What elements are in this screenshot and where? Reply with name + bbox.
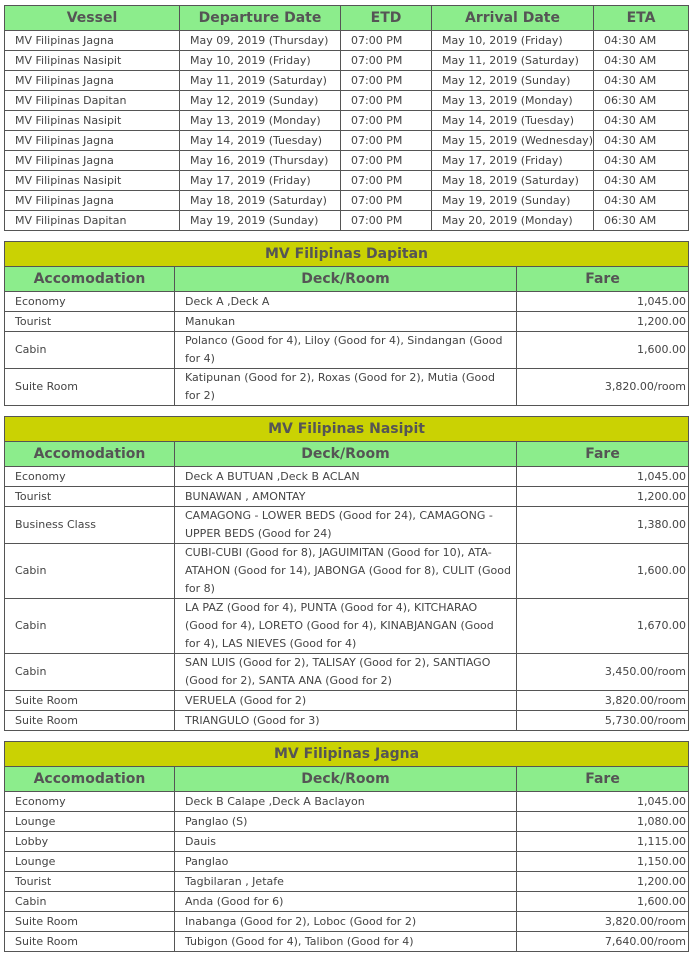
arrival-cell: May 17, 2019 (Friday) <box>432 151 594 171</box>
table-row <box>5 131 689 151</box>
deck-room-cell: BUNAWAN , AMONTAY <box>175 487 517 507</box>
etd-cell: 07:00 PM <box>341 211 432 231</box>
deck-room-cell: Anda (Good for 6) <box>175 892 517 912</box>
table-row <box>5 111 689 131</box>
table-row <box>5 872 689 892</box>
header-fare: Fare <box>517 442 689 467</box>
departure-cell: May 14, 2019 (Tuesday) <box>180 131 341 151</box>
departure-cell: May 16, 2019 (Thursday) <box>180 151 341 171</box>
deck-room-cell: Panglao (S) <box>175 812 517 832</box>
table-row <box>5 812 689 832</box>
table-row <box>5 369 689 406</box>
vessel-cell: MV Filipinas Nasipit <box>5 171 180 191</box>
arrival-cell: May 11, 2019 (Saturday) <box>432 51 594 71</box>
header-arrival-date: Arrival Date <box>432 6 594 31</box>
table-row <box>5 71 689 91</box>
departure-cell: May 19, 2019 (Sunday) <box>180 211 341 231</box>
accomodation-cell: Business Class <box>5 507 175 544</box>
fare-cell: 1,045.00 <box>517 467 689 487</box>
deck-room-cell: TRIANGULO (Good for 3) <box>175 711 517 731</box>
header-accomodation: Accomodation <box>5 442 175 467</box>
fare-cell: 3,450.00/room <box>517 654 689 691</box>
deck-room-cell: VERUELA (Good for 2) <box>175 691 517 711</box>
fare-cell: 1,200.00 <box>517 312 689 332</box>
fare-cell: 1,045.00 <box>517 792 689 812</box>
arrival-cell: May 10, 2019 (Friday) <box>432 31 594 51</box>
table-row <box>5 51 689 71</box>
fare-cell: 1,670.00 <box>517 599 689 654</box>
vessel-cell: MV Filipinas Jagna <box>5 71 180 91</box>
vessel-cell: MV Filipinas Jagna <box>5 191 180 211</box>
accomodation-cell: Cabin <box>5 654 175 691</box>
fare-table-jagna <box>4 741 689 952</box>
fare-table-dapitan <box>4 241 689 406</box>
vessel-cell: MV Filipinas Jagna <box>5 31 180 51</box>
accomodation-cell: Suite Room <box>5 932 175 952</box>
table-row <box>5 171 689 191</box>
fare-cell: 3,820.00/room <box>517 369 689 406</box>
fare-table-title: MV Filipinas Dapitan <box>5 242 689 267</box>
fare-cell: 1,115.00 <box>517 832 689 852</box>
fare-table-title: MV Filipinas Nasipit <box>5 417 689 442</box>
eta-cell: 04:30 AM <box>594 51 689 71</box>
deck-room-cell: Katipunan (Good for 2), Roxas (Good for 2), Mutia (Good for 2) <box>175 369 517 406</box>
accomodation-cell: Economy <box>5 792 175 812</box>
fare-header-row <box>5 442 689 467</box>
fare-cell: 1,200.00 <box>517 487 689 507</box>
vessel-cell: MV Filipinas Dapitan <box>5 91 180 111</box>
arrival-cell: May 18, 2019 (Saturday) <box>432 171 594 191</box>
table-row <box>5 91 689 111</box>
table-row <box>5 711 689 731</box>
arrival-cell: May 15, 2019 (Wednesday) <box>432 131 594 151</box>
arrival-cell: May 14, 2019 (Tuesday) <box>432 111 594 131</box>
table-row <box>5 211 689 231</box>
header-fare: Fare <box>517 267 689 292</box>
departure-cell: May 17, 2019 (Friday) <box>180 171 341 191</box>
etd-cell: 07:00 PM <box>341 71 432 91</box>
etd-cell: 07:00 PM <box>341 91 432 111</box>
departure-cell: May 11, 2019 (Saturday) <box>180 71 341 91</box>
accomodation-cell: Tourist <box>5 312 175 332</box>
fare-table-nasipit <box>4 416 689 731</box>
accomodation-cell: Lounge <box>5 812 175 832</box>
accomodation-cell: Suite Room <box>5 369 175 406</box>
header-vessel: Vessel <box>5 6 180 31</box>
deck-room-cell: Inabanga (Good for 2), Loboc (Good for 2) <box>175 912 517 932</box>
fare-table-title: MV Filipinas Jagna <box>5 742 689 767</box>
accomodation-cell: Cabin <box>5 332 175 369</box>
header-deck-room: Deck/Room <box>175 267 517 292</box>
fare-cell: 1,600.00 <box>517 332 689 369</box>
table-row <box>5 691 689 711</box>
schedule-table <box>4 5 689 231</box>
deck-room-cell: Panglao <box>175 852 517 872</box>
etd-cell: 07:00 PM <box>341 31 432 51</box>
fare-cell: 1,150.00 <box>517 852 689 872</box>
table-row <box>5 892 689 912</box>
accomodation-cell: Lounge <box>5 852 175 872</box>
table-row <box>5 544 689 599</box>
table-row <box>5 151 689 171</box>
etd-cell: 07:00 PM <box>341 131 432 151</box>
etd-cell: 07:00 PM <box>341 171 432 191</box>
departure-cell: May 13, 2019 (Monday) <box>180 111 341 131</box>
deck-room-cell: Tagbilaran , Jetafe <box>175 872 517 892</box>
deck-room-cell: Deck A BUTUAN ,Deck B ACLAN <box>175 467 517 487</box>
accomodation-cell: Tourist <box>5 872 175 892</box>
vessel-cell: MV Filipinas Jagna <box>5 131 180 151</box>
departure-cell: May 18, 2019 (Saturday) <box>180 191 341 211</box>
accomodation-cell: Lobby <box>5 832 175 852</box>
eta-cell: 04:30 AM <box>594 71 689 91</box>
header-fare: Fare <box>517 767 689 792</box>
accomodation-cell: Economy <box>5 467 175 487</box>
etd-cell: 07:00 PM <box>341 191 432 211</box>
table-row <box>5 292 689 312</box>
table-row <box>5 507 689 544</box>
etd-cell: 07:00 PM <box>341 111 432 131</box>
deck-room-cell: LA PAZ (Good for 4), PUNTA (Good for 4), KITCHARAO (Good for 4), LORETO (Good for 4), KINABJANGAN (Good for 4), LAS NIEVES (Good for 4) <box>175 599 517 654</box>
fare-cell: 1,080.00 <box>517 812 689 832</box>
header-accomodation: Accomodation <box>5 767 175 792</box>
departure-cell: May 10, 2019 (Friday) <box>180 51 341 71</box>
table-row <box>5 487 689 507</box>
accomodation-cell: Economy <box>5 292 175 312</box>
accomodation-cell: Tourist <box>5 487 175 507</box>
departure-cell: May 12, 2019 (Sunday) <box>180 91 341 111</box>
deck-room-cell: CUBI-CUBI (Good for 8), JAGUIMITAN (Good for 10), ATA-ATAHON (Good for 14), JABONGA (Good for 8), CULIT (Good for 8) <box>175 544 517 599</box>
deck-room-cell: Manukan <box>175 312 517 332</box>
accomodation-cell: Cabin <box>5 892 175 912</box>
deck-room-cell: Deck A ,Deck A <box>175 292 517 312</box>
eta-cell: 04:30 AM <box>594 131 689 151</box>
table-row <box>5 832 689 852</box>
fare-cell: 5,730.00/room <box>517 711 689 731</box>
vessel-cell: MV Filipinas Dapitan <box>5 211 180 231</box>
fare-cell: 7,640.00/room <box>517 932 689 952</box>
table-row <box>5 191 689 211</box>
fare-cell: 1,045.00 <box>517 292 689 312</box>
fare-header-row <box>5 767 689 792</box>
eta-cell: 06:30 AM <box>594 91 689 111</box>
table-row <box>5 599 689 654</box>
table-row <box>5 792 689 812</box>
arrival-cell: May 19, 2019 (Sunday) <box>432 191 594 211</box>
accomodation-cell: Cabin <box>5 544 175 599</box>
table-row <box>5 31 689 51</box>
fare-cell: 1,200.00 <box>517 872 689 892</box>
eta-cell: 04:30 AM <box>594 111 689 131</box>
arrival-cell: May 12, 2019 (Sunday) <box>432 71 594 91</box>
arrival-cell: May 13, 2019 (Monday) <box>432 91 594 111</box>
fare-cell: 3,820.00/room <box>517 691 689 711</box>
accomodation-cell: Suite Room <box>5 912 175 932</box>
deck-room-cell: SAN LUIS (Good for 2), TALISAY (Good for 2), SANTIAGO (Good for 2), SANTA ANA (Good for 2) <box>175 654 517 691</box>
fare-cell: 3,820.00/room <box>517 912 689 932</box>
table-row <box>5 912 689 932</box>
header-eta: ETA <box>594 6 689 31</box>
deck-room-cell: Polanco (Good for 4), Liloy (Good for 4), Sindangan (Good for 4) <box>175 332 517 369</box>
schedule-header-row <box>5 6 689 31</box>
eta-cell: 04:30 AM <box>594 191 689 211</box>
header-departure-date: Departure Date <box>180 6 341 31</box>
eta-cell: 04:30 AM <box>594 171 689 191</box>
etd-cell: 07:00 PM <box>341 51 432 71</box>
header-accomodation: Accomodation <box>5 267 175 292</box>
accomodation-cell: Suite Room <box>5 711 175 731</box>
deck-room-cell: Dauis <box>175 832 517 852</box>
fare-cell: 1,600.00 <box>517 892 689 912</box>
accomodation-cell: Suite Room <box>5 691 175 711</box>
deck-room-cell: CAMAGONG - LOWER BEDS (Good for 24), CAMAGONG - UPPER BEDS (Good for 24) <box>175 507 517 544</box>
etd-cell: 07:00 PM <box>341 151 432 171</box>
vessel-cell: MV Filipinas Nasipit <box>5 111 180 131</box>
fare-cell: 1,600.00 <box>517 544 689 599</box>
header-deck-room: Deck/Room <box>175 442 517 467</box>
table-row <box>5 312 689 332</box>
table-row <box>5 332 689 369</box>
header-deck-room: Deck/Room <box>175 767 517 792</box>
table-row <box>5 654 689 691</box>
accomodation-cell: Cabin <box>5 599 175 654</box>
fare-cell: 1,380.00 <box>517 507 689 544</box>
eta-cell: 04:30 AM <box>594 151 689 171</box>
vessel-cell: MV Filipinas Jagna <box>5 151 180 171</box>
header-etd: ETD <box>341 6 432 31</box>
eta-cell: 06:30 AM <box>594 211 689 231</box>
deck-room-cell: Tubigon (Good for 4), Talibon (Good for 4) <box>175 932 517 952</box>
table-row <box>5 467 689 487</box>
arrival-cell: May 20, 2019 (Monday) <box>432 211 594 231</box>
vessel-cell: MV Filipinas Nasipit <box>5 51 180 71</box>
deck-room-cell: Deck B Calape ,Deck A Baclayon <box>175 792 517 812</box>
fare-header-row <box>5 267 689 292</box>
table-row <box>5 852 689 872</box>
table-row <box>5 932 689 952</box>
eta-cell: 04:30 AM <box>594 31 689 51</box>
departure-cell: May 09, 2019 (Thursday) <box>180 31 341 51</box>
